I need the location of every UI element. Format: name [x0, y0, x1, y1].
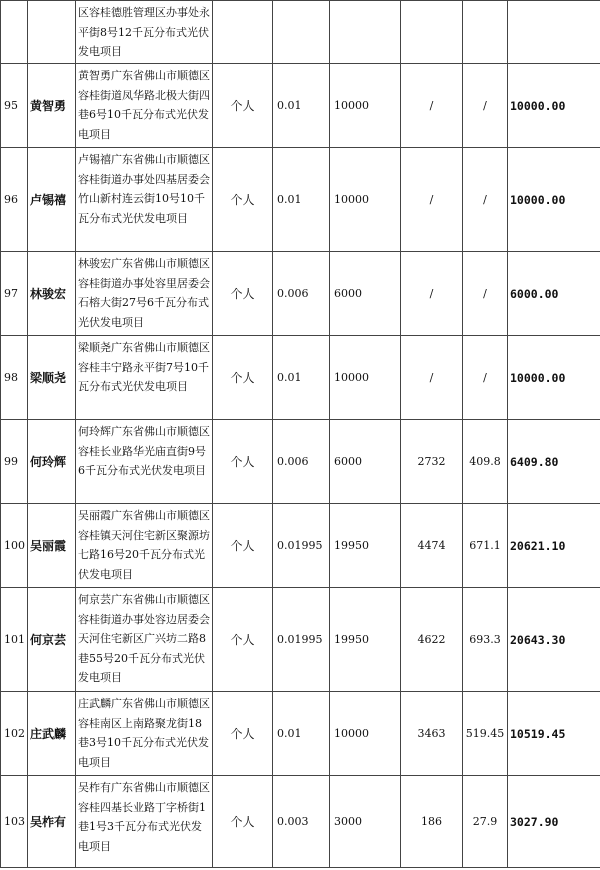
amount-cell: 10000	[330, 64, 401, 148]
total-cell	[508, 1, 600, 64]
amount-cell: 19950	[330, 588, 401, 692]
table-row	[1, 692, 600, 776]
total-cell: 6409.80	[508, 420, 600, 504]
col7-cell	[401, 1, 463, 64]
name-cell: 黄智勇	[28, 64, 76, 148]
type-cell: 个人	[213, 336, 273, 420]
row-number-cell: 103	[1, 776, 28, 868]
table-row-continued	[1, 1, 600, 64]
col7-cell: /	[401, 336, 463, 420]
total-cell: 20621.10	[508, 504, 600, 588]
amount-cell: 10000	[330, 336, 401, 420]
capacity-cell: 0.01995	[273, 588, 330, 692]
row-number-cell: 97	[1, 252, 28, 336]
col7-cell: /	[401, 252, 463, 336]
project-address-cell: 梁顺尧广东省佛山市顺德区容桂丰宁路永平街7号10千瓦分布式光伏发电项目	[76, 336, 213, 420]
type-cell: 个人	[213, 252, 273, 336]
project-address-cell: 卢锡禧广东省佛山市顺德区容桂街道办事处四基居委会竹山新村连云街10号10千瓦分布式光伏发电项目	[76, 148, 213, 252]
col8-cell: /	[463, 252, 508, 336]
amount-cell: 6000	[330, 420, 401, 504]
col8-cell: /	[463, 64, 508, 148]
table-row	[1, 148, 600, 252]
col8-cell: 671.1	[463, 504, 508, 588]
row-number-cell: 100	[1, 504, 28, 588]
name-cell: 何京芸	[28, 588, 76, 692]
col8-cell: /	[463, 336, 508, 420]
type-cell: 个人	[213, 776, 273, 868]
capacity-cell: 0.01	[273, 692, 330, 776]
amount-cell: 6000	[330, 252, 401, 336]
project-address-cell: 何玲辉广东省佛山市顺德区容桂长业路华光庙直街9号6千瓦分布式光伏发电项目	[76, 420, 213, 504]
type-cell: 个人	[213, 420, 273, 504]
total-cell: 10000.00	[508, 336, 600, 420]
type-cell	[213, 1, 273, 64]
col7-cell: 186	[401, 776, 463, 868]
name-cell: 林骏宏	[28, 252, 76, 336]
row-number-cell: 101	[1, 588, 28, 692]
project-address-cell: 吴柞有广东省佛山市顺德区容桂四基长业路丁字桥街1巷1号3千瓦分布式光伏发电项目	[76, 776, 213, 868]
col7-cell: 4622	[401, 588, 463, 692]
amount-cell: 10000	[330, 148, 401, 252]
name-cell: 梁顺尧	[28, 336, 76, 420]
col7-cell: /	[401, 64, 463, 148]
project-address-cell: 吴丽霞广东省佛山市顺德区容桂镇天河住宅新区聚源坊七路16号20千瓦分布式光伏发电项目	[76, 504, 213, 588]
amount-cell	[330, 1, 401, 64]
row-number-cell	[1, 1, 28, 64]
table-row	[1, 252, 600, 336]
row-number-cell: 98	[1, 336, 28, 420]
capacity-cell: 0.003	[273, 776, 330, 868]
total-cell: 3027.90	[508, 776, 600, 868]
project-address-cell: 庄武麟广东省佛山市顺德区容桂南区上南路聚龙街18巷3号10千瓦分布式光伏发电项目	[76, 692, 213, 776]
total-cell: 10519.45	[508, 692, 600, 776]
col8-cell: 519.45	[463, 692, 508, 776]
amount-cell: 10000	[330, 692, 401, 776]
table-row	[1, 420, 600, 504]
col8-cell: /	[463, 148, 508, 252]
table-row	[1, 776, 600, 868]
capacity-cell: 0.006	[273, 252, 330, 336]
type-cell: 个人	[213, 504, 273, 588]
capacity-cell	[273, 1, 330, 64]
total-cell: 6000.00	[508, 252, 600, 336]
total-cell: 20643.30	[508, 588, 600, 692]
capacity-cell: 0.01	[273, 336, 330, 420]
col7-cell: 2732	[401, 420, 463, 504]
capacity-cell: 0.01	[273, 64, 330, 148]
row-number-cell: 99	[1, 420, 28, 504]
capacity-cell: 0.006	[273, 420, 330, 504]
name-cell: 吴丽霞	[28, 504, 76, 588]
col7-cell: 3463	[401, 692, 463, 776]
row-number-cell: 96	[1, 148, 28, 252]
name-cell: 何玲辉	[28, 420, 76, 504]
row-number-cell: 95	[1, 64, 28, 148]
name-cell: 吴柞有	[28, 776, 76, 868]
table-row	[1, 336, 600, 420]
type-cell: 个人	[213, 692, 273, 776]
row-number-cell: 102	[1, 692, 28, 776]
project-address-cell: 黄智勇广东省佛山市顺德区容桂街道凤华路北极大街四巷6号10千瓦分布式光伏发电项目	[76, 64, 213, 148]
col8-cell	[463, 1, 508, 64]
table-row	[1, 64, 600, 148]
total-cell: 10000.00	[508, 64, 600, 148]
name-cell	[28, 1, 76, 64]
type-cell: 个人	[213, 588, 273, 692]
amount-cell: 3000	[330, 776, 401, 868]
project-address-cell: 何京芸广东省佛山市顺德区容桂街道办事处容边居委会天河住宅新区广兴坊二路8巷55号20千瓦分布式光伏发电项目	[76, 588, 213, 692]
capacity-cell: 0.01995	[273, 504, 330, 588]
type-cell: 个人	[213, 64, 273, 148]
name-cell: 卢锡禧	[28, 148, 76, 252]
amount-cell: 19950	[330, 504, 401, 588]
col7-cell: /	[401, 148, 463, 252]
project-address-cell: 林骏宏广东省佛山市顺德区容桂街道办事处容里居委会石榕大街27号6千瓦分布式光伏发电项目	[76, 252, 213, 336]
type-cell: 个人	[213, 148, 273, 252]
table-row	[1, 588, 600, 692]
col8-cell: 27.9	[463, 776, 508, 868]
name-cell: 庄武麟	[28, 692, 76, 776]
project-address-cell: 区容桂德胜管理区办事处永平街8号12千瓦分布式光伏发电项目	[76, 1, 213, 64]
col7-cell: 4474	[401, 504, 463, 588]
table-row	[1, 504, 600, 588]
capacity-cell: 0.01	[273, 148, 330, 252]
total-cell: 10000.00	[508, 148, 600, 252]
col8-cell: 409.8	[463, 420, 508, 504]
col8-cell: 693.3	[463, 588, 508, 692]
